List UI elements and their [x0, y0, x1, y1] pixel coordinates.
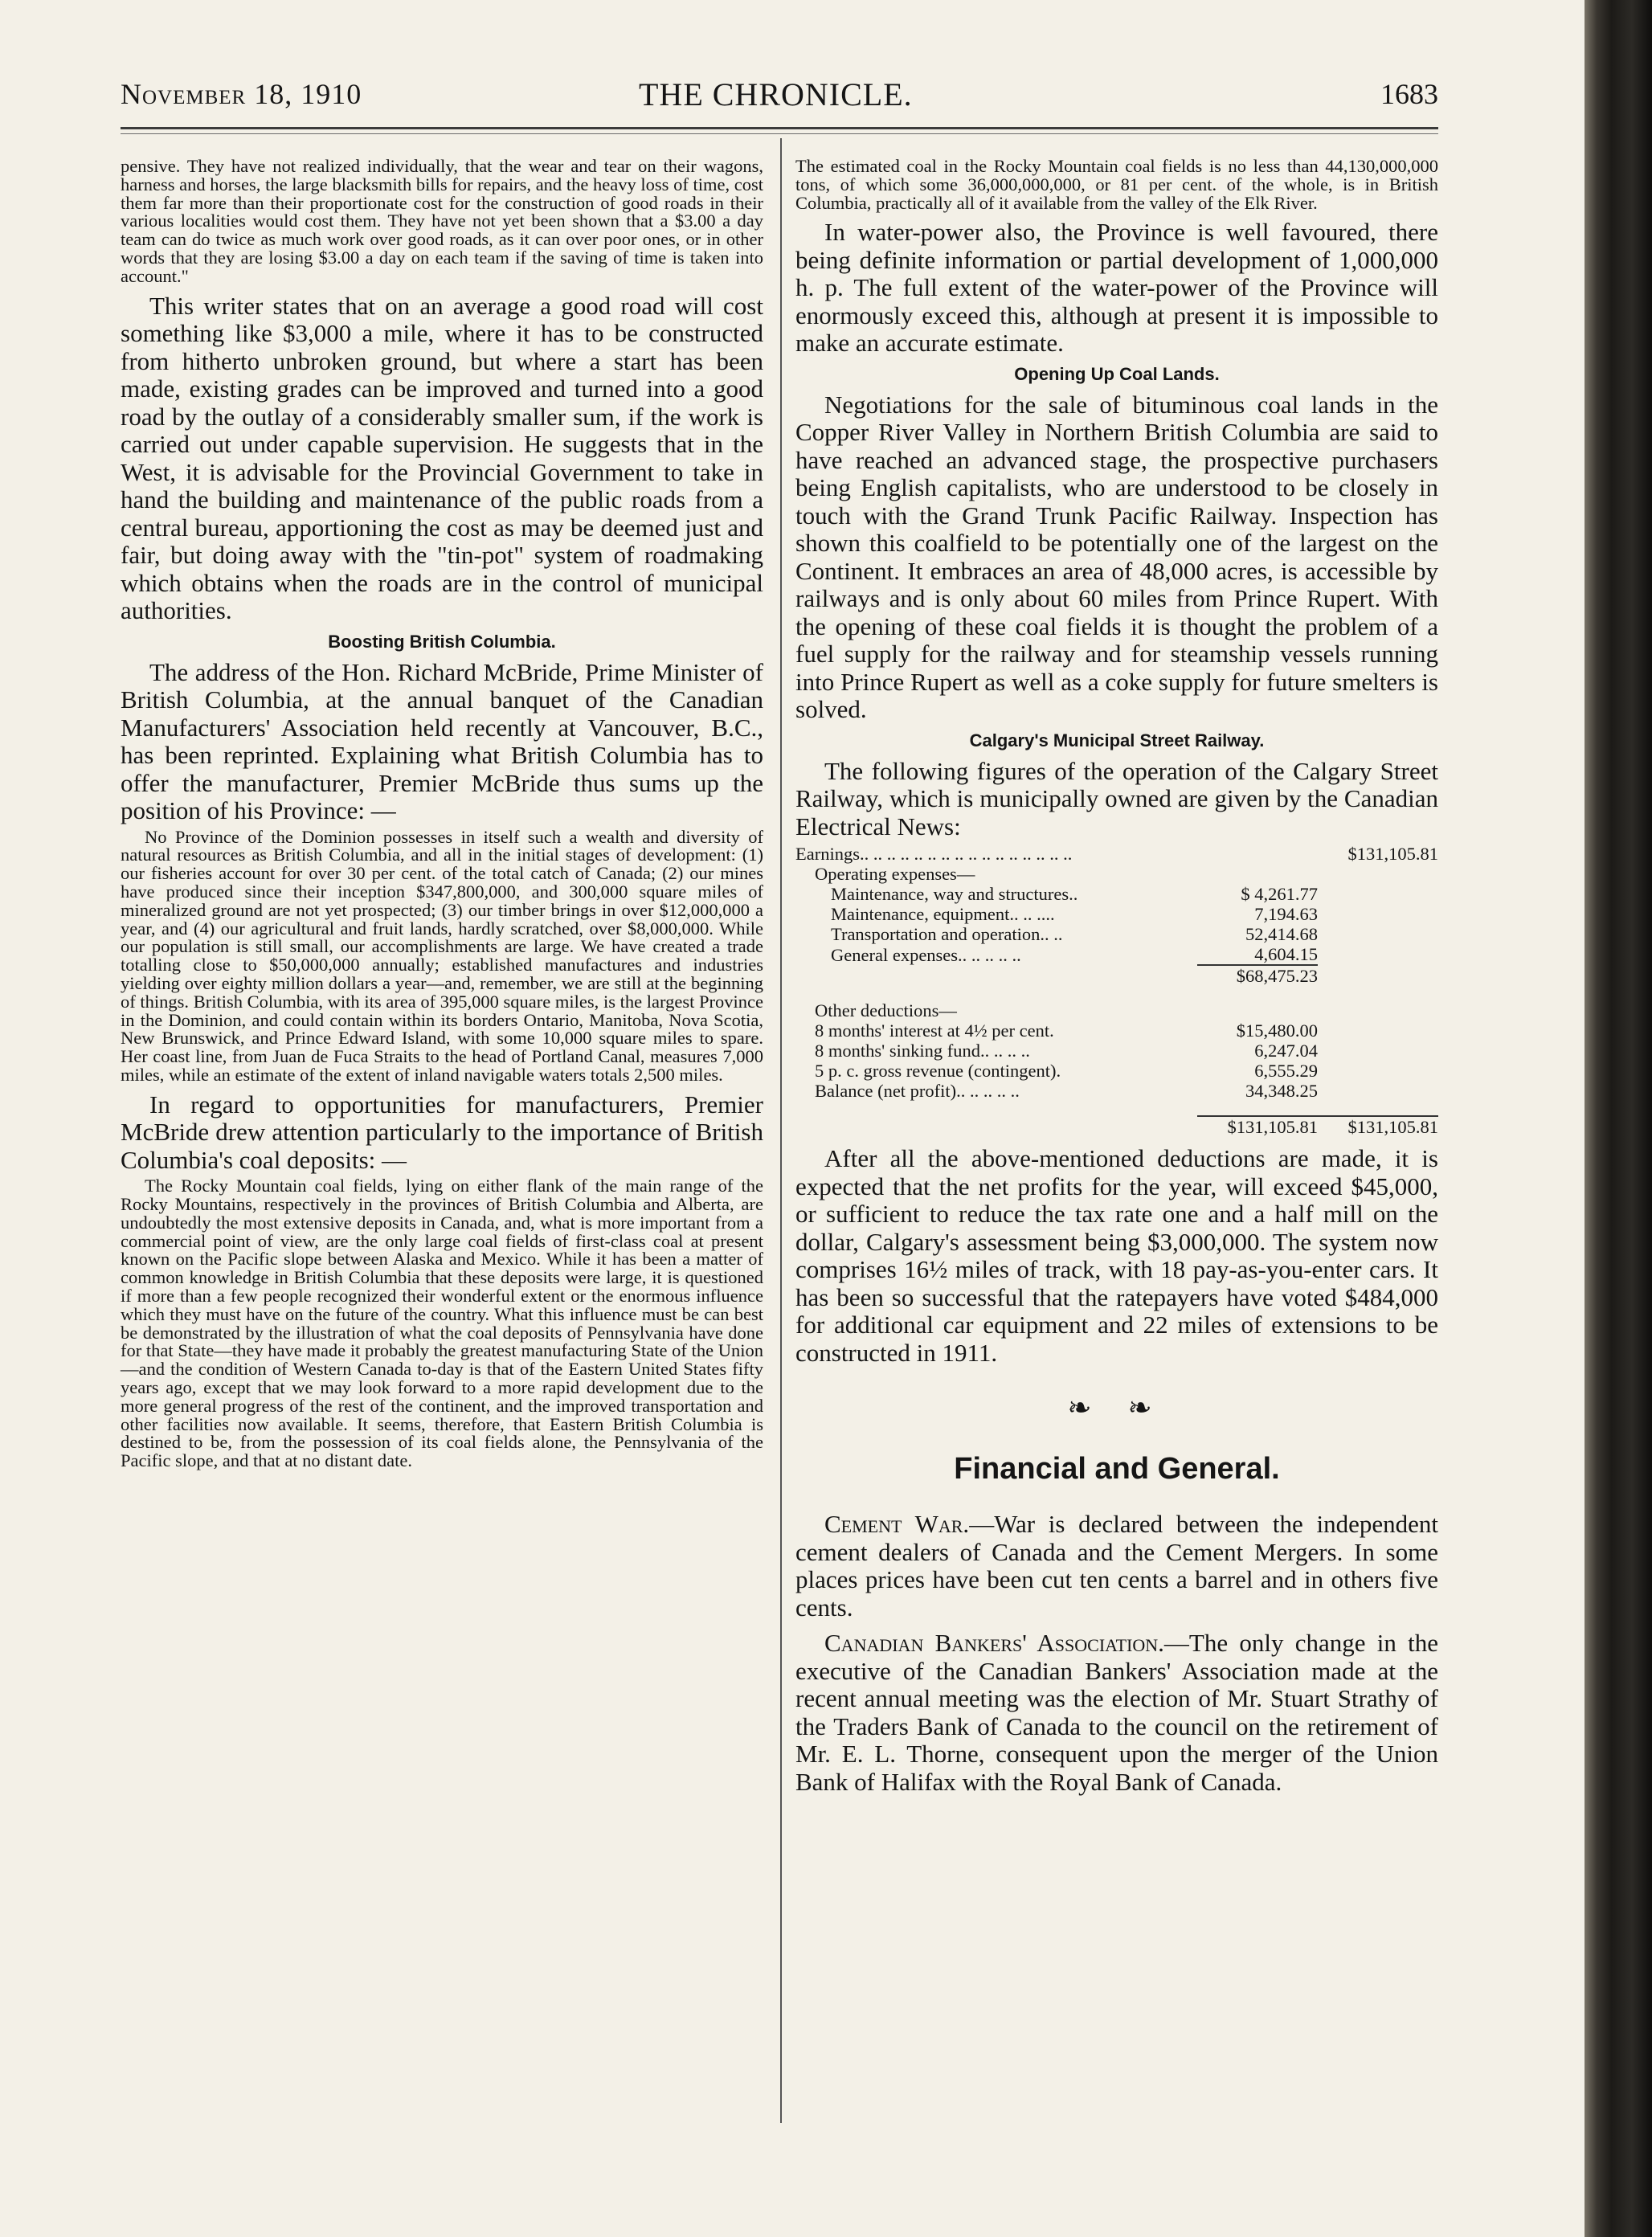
- table-value: 7,194.63: [1254, 904, 1318, 925]
- header-rule: [121, 127, 1438, 129]
- table-row: [795, 924, 1438, 944]
- table-label: 8 months' sinking fund.. .. .. ..: [815, 1041, 1030, 1061]
- table-value: 6,555.29: [1254, 1061, 1318, 1082]
- table-value: 34,348.25: [1245, 1081, 1318, 1102]
- section-heading-coal-lands: Opening Up Coal Lands.: [1014, 363, 1220, 384]
- table-subheading: Other deductions—: [815, 1000, 957, 1021]
- ornament-icon: ❧ ❧: [1067, 1392, 1167, 1425]
- body-paragraph: After all the above-mentioned deductions are made, it is expected that the net profits for the year, will exceed $45,000, or sufficient to reduce the tax rate one and a half mill on the dollar, Calgary's assessment being $3,000,000. The system now comprises 16½ miles of track, with 18 pay-as-you-enter cars. It has been so successful that the ratepayers have voted $484,000 for additional car equipment and 22 miles of extensions to be constructed in 1911.: [795, 1144, 1438, 1367]
- table-row: [795, 844, 1438, 864]
- table-subheading: Operating expenses—: [815, 864, 975, 885]
- table-row: [795, 1020, 1438, 1041]
- table-row: [795, 864, 1438, 884]
- news-item-lead: Cement War.: [824, 1510, 970, 1539]
- news-item-cement-war: [795, 1511, 1438, 1622]
- news-item-text: —The only change in the executive of the Canadian Bankers' Association made at the recent annual meeting was the election of Mr. Stuart Strathy of the Traders Bank of Canada to the council on the retirement of Mr. E. L. Thorne, consequent upon the merger of the Union Bank of Halifax with the Royal Bank of Canada.: [795, 1629, 1438, 1796]
- table-row: [795, 965, 1438, 986]
- table-row: [795, 1081, 1438, 1101]
- table-row: [795, 1116, 1438, 1137]
- column-separator: [780, 138, 782, 2123]
- quote-paragraph: The Rocky Mountain coal fields, lying on either flank of the main range of the Rocky Mountains, respectively in the provinces of British Columbia and Alberta, are undoubtedly the most extensive deposits in Canada, and, what is more important from a commercial point of view, are the only large coal fields of first-class coal at present known on the Pacific slope between Alaska and Mexico. While it has been a matter of common knowledge in British Columbia that these deposits were large, it is questioned if more than a few people recognized their wonderful extent or the enormous influence which they must have on the future of the country. What this influence must be can best be demonstrated by the illustration of what the coal deposits of Pennsylvania have done for that State—they have made it probably the greatest manufacturing State of the Union—and the condition of Western Canada to-day is that of the Eastern United States fifty years ago, except that we may look forward to a more rapid development due to the more general progress of the rest of the continent, and the improved transportation and other facilities now available. It seems, therefore, that Eastern British Columbia is destined to be, from the possession of its coal fields alone, the Pennsylvania of the Pacific slope, and that at no distant date.: [121, 1176, 763, 1471]
- book-binding-edge: [1585, 0, 1652, 2237]
- header-page-number: 1683: [1380, 78, 1438, 110]
- table-label: Transportation and operation.. ..: [831, 924, 1063, 945]
- header-rule-thin: [121, 133, 1438, 134]
- body-paragraph: Negotiations for the sale of bituminous coal lands in the Copper River Valley in Northern British Columbia are said to have reached an advanced stage, the prospective purchasers being English capitalists, who are understood to be closely in touch with the Grand Trunk Pacific Railway. Inspection has shown this coalfield to be potentially one of the largest on the Continent. It embraces an area of 48,000 acres, is accessible by railways and is only about 60 miles from Prince Rupert. With the opening of these coal fields it is thought the problem of a fuel supply for the railway and for steamship vessels running into Prince Rupert as well as a coke supply for future smelters is solved.: [795, 390, 1438, 724]
- section-heading-boosting-bc: Boosting British Columbia.: [328, 631, 556, 652]
- quote-paragraph: No Province of the Dominion possesses in itself such a wealth and diversity of natural resources as British Columbia, and all in the initial stages of development: (1) our fisheries account for over 30 per cent. of the total catch of Canada; (2) our mines have produced since their inception $347,800,000, and 300,000 square miles of mineralized ground are not yet prospected; (3) our timber brings in over $12,000,000 a year, and (4) our agricultural and fruit lands, hardly scratched, over $8,000,000. While our population is still small, our accomplishments are large. We have created a trade totalling close to $50,000,000 annually; established manufactures and industries yielding over eighty million dollars a year—and, remember, we are still at the beginning of things. British Columbia, with its area of 395,000 square miles, is the largest Province in the Dominion, and could contain within its borders Ontario, Manitoba, Nova Scotia, New Brunswick, and Prince Edward Island, with some 10,000 square miles to spare. Her coast line, from Juan de Fuca Straits to the head of Portland Canal, measures 7,000 miles, while an estimate of the extent of inland navigable waters totals 2,500 miles.: [121, 826, 763, 1085]
- body-paragraph: The address of the Hon. Richard McBride, Prime Minister of British Columbia, at the annual banquet of the Canadian Manufacturers' Association held recently at Vancouver, B.C., has been reprinted. Explaining what British Columbia has to offer the manufacturer, Premier McBride thus sums up the position of his Province: —: [121, 657, 763, 825]
- table-row: [795, 884, 1438, 904]
- news-item-lead: Canadian Bankers' Association.: [824, 1629, 1164, 1658]
- section-heading-calgary-railway: Calgary's Municipal Street Railway.: [969, 730, 1265, 750]
- table-label: Balance (net profit).. .. .. .. ..: [815, 1081, 1020, 1102]
- table-row: [795, 1041, 1438, 1061]
- table-row: [795, 904, 1438, 924]
- quote-paragraph: pensive. They have not realized individually, that the wear and tear on their wagons, harness and horses, the large blacksmith bills for repairs, and the heavy loss of time, cost them far more than their proportionate cost for the construction of good roads in their various localities would cost them. They have not yet been shown that a $3.00 a day team can do twice as much work over good roads, as it can over poor ones, or in other words that they are losing $3.00 a day on each team if the saving of time is taken into account.": [121, 156, 763, 286]
- table-label: Maintenance, equipment.. .. ....: [831, 904, 1055, 925]
- financial-table: [795, 844, 1438, 1137]
- news-item-text: —War is declared between the independent cement dealers of Canada and the Cement Mergers. In some places prices have been cut ten cents a barrel and in others five cents.: [795, 1510, 1438, 1622]
- quote-paragraph: The estimated coal in the Rocky Mountain coal fields is no less than 44,130,000,000 tons, of which some 36,000,000,000, or 81 per cent. of the whole, is in British Columbia, practically all of it available from the valley of the Elk River.: [795, 156, 1438, 213]
- body-paragraph: In water-power also, the Province is well favoured, there being definite information or partial development of 1,000,000 h. p. The full extent of the water-power of the Province will enormously exceed this, although at present it is impossible to make an accurate estimate.: [795, 218, 1438, 358]
- table-row: [795, 1061, 1438, 1081]
- table-value: $131,105.81: [1347, 844, 1438, 865]
- table-label: General expenses.. .. .. .. ..: [831, 945, 1021, 966]
- table-subtotal: $68,475.23: [1197, 965, 1318, 986]
- table-value: $15,480.00: [1236, 1020, 1318, 1041]
- header-title: THE CHRONICLE.: [639, 76, 913, 112]
- header-date: November 18, 1910: [121, 78, 362, 110]
- table-total: $131,105.81: [1197, 1116, 1318, 1137]
- table-label: 5 p. c. gross revenue (contingent).: [815, 1061, 1061, 1082]
- left-column: [121, 157, 763, 1477]
- table-row: [795, 1000, 1438, 1020]
- table-label: 8 months' interest at 4½ per cent.: [815, 1020, 1054, 1041]
- page-header: [121, 77, 1438, 117]
- body-paragraph: In regard to opportunities for manufacturers, Premier McBride drew attention particularly to the importance of British Columbia's coal deposits: —: [121, 1090, 763, 1174]
- table-value: 6,247.04: [1254, 1041, 1318, 1061]
- news-item-bankers-association: [795, 1630, 1438, 1796]
- table-total: $131,105.81: [1318, 1116, 1438, 1137]
- table-label: Maintenance, way and structures..: [831, 884, 1078, 905]
- right-column: [795, 157, 1438, 1799]
- body-paragraph: This writer states that on an average a good road will cost something like $3,000 a mile, where it has to be constructed from hitherto unbroken ground, but where a start has been made, existing grades can be improved and turned into a good road by the outlay of a considerably smaller sum, if the work is carried out under capable supervision. He suggests that in the West, it is advisable for the Provincial Government to take in hand the building and maintenance of the public roads from a central bureau, apportioning the cost as may be deemed just and fair, but doing away with the "tin-pot" system of roadmaking which obtains when the roads are in the control of municipal authorities.: [121, 291, 763, 625]
- body-paragraph: The following figures of the operation of the Calgary Street Railway, which is municipally owned are given by the Canadian Electrical News:: [795, 756, 1438, 840]
- section-heading-financial-general: Financial and General.: [954, 1452, 1280, 1487]
- table-value: $ 4,261.77: [1241, 884, 1318, 905]
- table-row: [795, 944, 1438, 965]
- table-label: Earnings.. .. .. .. .. .. .. .. .. .. .. .. .. .. .. ..: [795, 844, 1073, 865]
- table-value: 4,604.15: [1254, 944, 1318, 965]
- table-value: 52,414.68: [1245, 924, 1318, 945]
